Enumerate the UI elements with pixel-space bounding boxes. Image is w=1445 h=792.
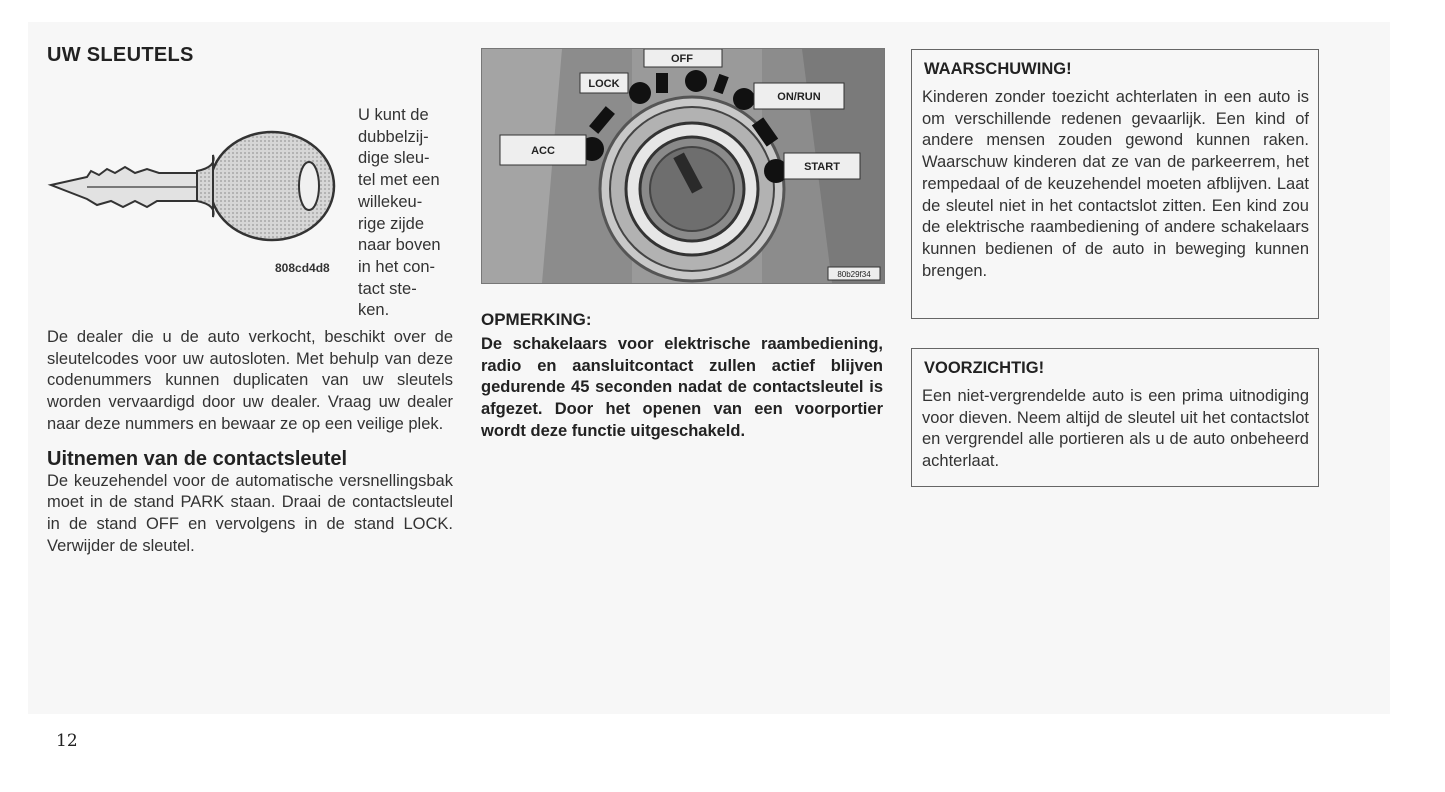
warning-text: Kinderen zonder toezicht achterlaten in een auto is om verschillende redenen gevaarlijk. Een kind of andere mensen zouden gewond kunnen raken. Waarschuw kinderen dat ze van de parkeerrem, het rempedaal of de keuzehendel moeten afblijven. Laat de sleutel niet in het contactslot zitten. Een kind zou de elektrische raambediening of andere schakelaars kunnen bedienen of de auto in beweging kunnen brengen. xyxy=(922,88,1309,280)
caution-text: Een niet-vergrendelde auto is een prima uitnodiging voor dieven. Neem altijd de sleutel uit het contactslot en vergrendel alle portieren als u de auto onbeheerd achterlaat. xyxy=(922,387,1309,471)
key-text xyxy=(358,105,453,322)
key-text-line: tel met een xyxy=(358,171,440,190)
key-text-line: in het con- xyxy=(358,257,436,276)
ignition-image-code: 80b29f34 xyxy=(837,270,871,279)
key-figure-block xyxy=(47,73,453,327)
label-acc: ACC xyxy=(531,145,555,157)
label-off: OFF xyxy=(671,53,693,65)
ignition-photo xyxy=(481,48,885,284)
key-text-line: rige zijde xyxy=(358,214,425,233)
caution-title: VOORZICHTIG! xyxy=(924,359,1045,377)
key-image-code: 808cd4d8 xyxy=(275,261,330,275)
page-number: 12 xyxy=(56,731,78,751)
ignition-column xyxy=(481,48,883,443)
ignition-switch-illustration xyxy=(482,49,884,283)
key-text-line: willekeu- xyxy=(358,192,423,211)
caution-box xyxy=(911,348,1319,487)
warning-box xyxy=(911,49,1319,319)
label-start: START xyxy=(804,161,840,173)
subheading: Uitnemen van de contactsleutel xyxy=(47,447,348,470)
key-text-line: ken. xyxy=(358,301,390,320)
removal-paragraph: De keuzehendel voor de automatische versnellingsbak moet in de stand PARK staan. Draai de contactsleutel in de stand OFF en vervolgens in de stand LOCK. Verwijder de sleutel. xyxy=(47,471,453,555)
key-text-line: dubbelzij- xyxy=(358,127,429,146)
label-on-run: ON/RUN xyxy=(777,91,821,103)
key-text-line: dige sleu- xyxy=(358,149,430,168)
warning-title: WAARSCHUWING! xyxy=(924,60,1072,78)
key-text-line: naar boven xyxy=(358,236,441,255)
keys-column xyxy=(47,44,453,557)
key-text-line: U kunt de xyxy=(358,106,429,124)
note-text: De schakelaars voor elektrische raambediening, radio en aansluitcontact zullen actief blijven gedurende 45 seconden nadat de contactsleutel is afgezet. Door het openen van een voorportier wordt deze functie uitgeschakeld. xyxy=(481,335,883,440)
key-text-line: tact ste- xyxy=(358,279,417,298)
note-title: OPMERKING: xyxy=(481,310,592,329)
label-lock: LOCK xyxy=(588,78,620,90)
dealer-paragraph: De dealer die u de auto verkocht, beschikt over de sleutelcodes voor uw autosloten. Met behulp van deze codenummers kunnen duplicaten van uw sleutels worden vervaardigd door uw dealer. Vraag uw dealer naar deze nummers en bewaar ze op een veilige plek. xyxy=(47,328,453,433)
key-illustration xyxy=(47,115,337,255)
section-title: UW SLEUTELS xyxy=(47,44,194,66)
